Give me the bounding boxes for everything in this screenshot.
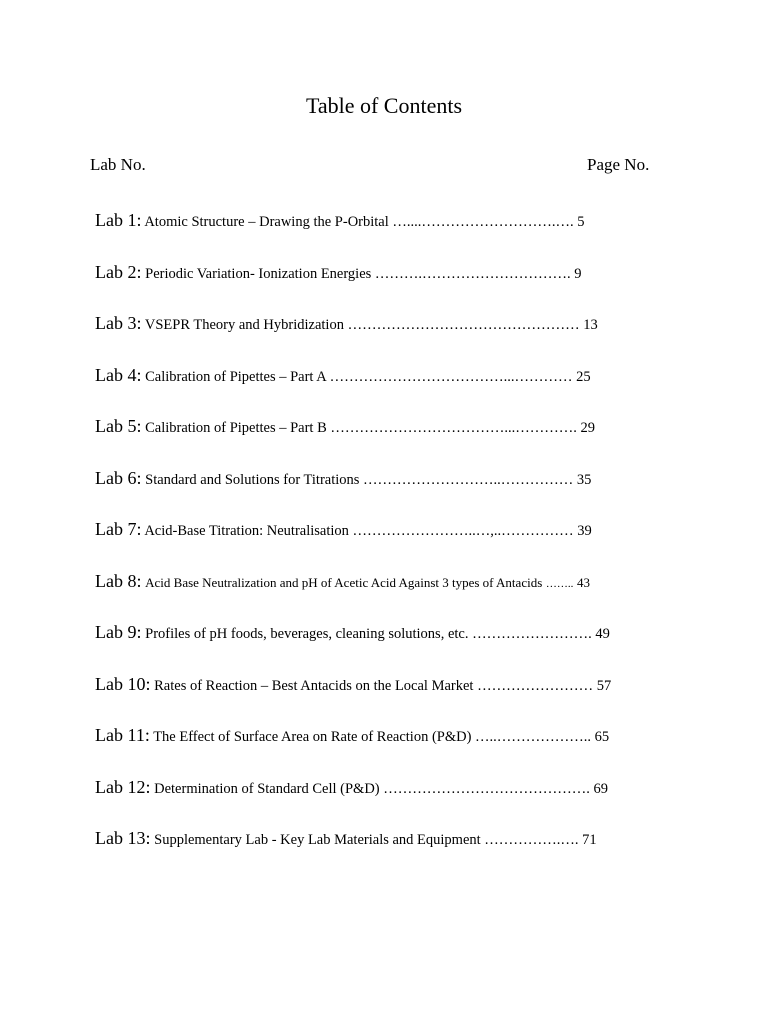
lab-label: Lab 3: (95, 313, 142, 333)
toc-entry (95, 722, 695, 774)
lab-label: Lab 11: (95, 725, 150, 745)
page-number: 43 (577, 574, 591, 590)
entry-text: Calibration of Pipettes – Part A ………………………………...………… 25 (145, 368, 591, 385)
lab-label: Lab 7: (95, 519, 142, 539)
entry-text: VSEPR Theory and Hybridization ………………………………………… 13 (144, 317, 598, 333)
entry-text: Acid Base Neutralization and pH of Acetic Acid Against 3 types of Antacids (145, 574, 543, 590)
lab-label: Lab 9: (95, 622, 142, 642)
entry-text: Periodic Variation- Ionization Energies ……….…………………………. 9 (145, 265, 582, 282)
lab-label: Lab 10: (95, 673, 151, 694)
lab-label: Lab 13: (95, 828, 151, 848)
entry-text: Calibration of Pipettes – Part B ………………………………...…………. 29 (145, 420, 596, 436)
toc-entry (95, 516, 695, 568)
toc-entry (95, 619, 695, 671)
toc-entry (95, 259, 695, 311)
entry-text: Profiles of pH foods, beverages, cleaning solutions, etc. ……………………. 49 (145, 626, 610, 642)
page-title: Table of Contents (305, 93, 463, 118)
toc-entry (95, 310, 695, 362)
lab-label: Lab 2: (95, 261, 142, 282)
page-number-header: Page No. (587, 155, 650, 174)
lab-label: Lab 6: (95, 467, 142, 488)
lab-number-header: Lab No. (90, 155, 146, 174)
lab-label: Lab 4: (95, 364, 142, 385)
lab-label: Lab 8: (95, 570, 142, 591)
entry-text: Rates of Reaction – Best Antacids on the Local Market …………………… 57 (154, 677, 612, 694)
entry-text: Atomic Structure – Drawing the P-Orbital …....……………………….…. 5 (144, 214, 585, 230)
toc-entry (95, 774, 695, 826)
lab-label: Lab 1: (95, 210, 142, 230)
toc-entry (95, 825, 695, 877)
lab-label: Lab 5: (95, 416, 142, 436)
toc-entry (95, 413, 695, 465)
toc-entry (95, 362, 695, 414)
entry-text: Determination of Standard Cell (P&D) ……………………………………. 69 (154, 780, 609, 797)
toc-entry (95, 568, 695, 620)
toc-entry (95, 465, 695, 517)
entry-text: The Effect of Surface Area on Rate of Reaction (P&D) …..……………….. 65 (153, 729, 610, 745)
toc-entry (95, 671, 695, 723)
entry-text: Standard and Solutions for Titrations ………………………..…………… 35 (145, 471, 592, 488)
toc-entry (95, 207, 695, 259)
leader-dots: …….. (545, 577, 574, 590)
lab-label: Lab 12: (95, 776, 151, 797)
toc-list (95, 207, 695, 877)
entry-text: Acid-Base Titration: Neutralisation ……………………..…,..…………… 39 (144, 523, 592, 539)
entry-text: Supplementary Lab - Key Lab Materials and Equipment …………….…. 71 (154, 832, 597, 848)
